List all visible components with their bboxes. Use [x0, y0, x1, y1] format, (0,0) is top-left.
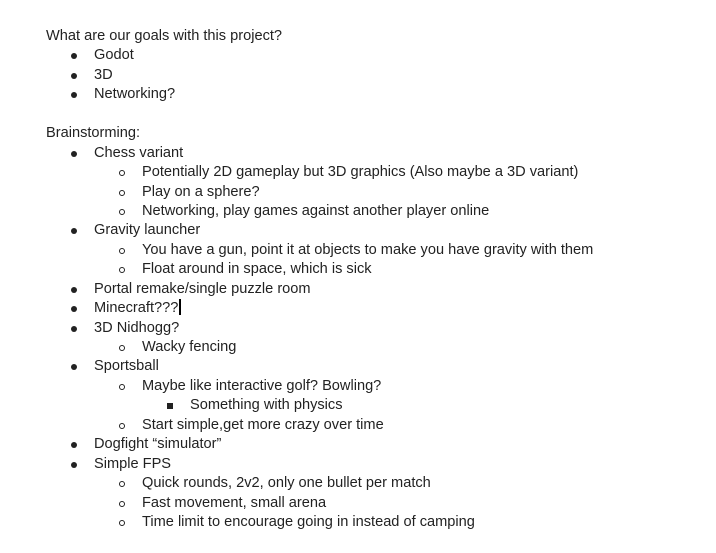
- brainstorming-heading: Brainstorming:: [46, 125, 141, 142]
- list-item: Time limit to encourage going in instead of camping: [142, 513, 475, 530]
- list-item: Gravity launcher: [94, 222, 201, 239]
- list-item: Quick rounds, 2v2, only one bullet per match: [142, 475, 431, 492]
- document-body[interactable]: [0, 27, 716, 532]
- list-item: Minecraft???: [0, 299, 716, 318]
- list-item: Maybe like interactive golf? Bowling?: [142, 377, 382, 394]
- goals-heading: What are our goals with this project?: [46, 28, 283, 44]
- list-item: Sportsball: [94, 358, 159, 375]
- list-item: Godot: [94, 47, 134, 64]
- list-item: Simple FPS: [94, 455, 172, 472]
- blank-line: [0, 105, 716, 124]
- list-item: Potentially 2D gameplay but 3D graphics (Also maybe a 3D variant): [142, 164, 579, 181]
- list-item: Play on a sphere?: [142, 183, 260, 200]
- list-item: Fast movement, small arena: [142, 494, 327, 511]
- list-item: 3D: [94, 66, 113, 83]
- list-item: Start simple,get more crazy over time: [142, 416, 384, 433]
- list-item: Float around in space, which is sick: [142, 261, 372, 278]
- list-item: Chess variant: [94, 144, 184, 161]
- list-item: Dogfight “simulator”: [94, 436, 222, 453]
- list-item: 3D Nidhogg?: [94, 319, 180, 336]
- text-cursor: [179, 299, 181, 315]
- list-item: Something with physics: [190, 397, 343, 414]
- list-item: You have a gun, point it at objects to make you have gravity with them: [142, 241, 594, 258]
- list-item: Wacky fencing: [142, 339, 237, 355]
- list-item: Networking, play games against another player online: [142, 202, 490, 219]
- list-item: Networking?: [94, 86, 176, 103]
- list-item: Portal remake/single puzzle room: [94, 280, 311, 297]
